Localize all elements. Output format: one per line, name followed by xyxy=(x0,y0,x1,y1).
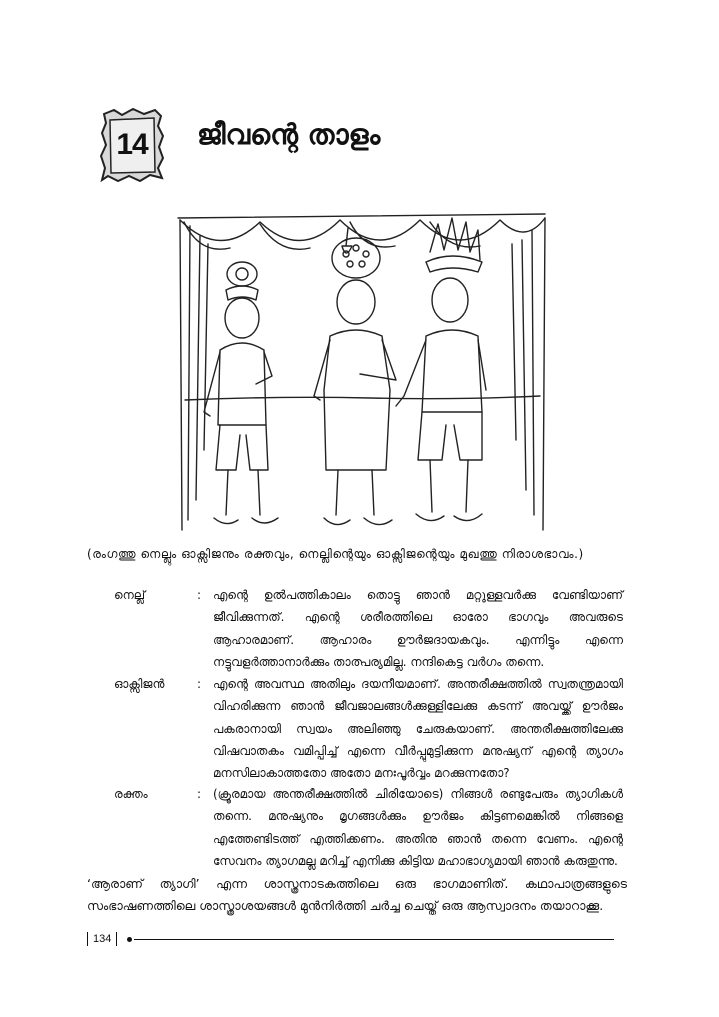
curtain-rod xyxy=(178,214,545,218)
drama-scene-drawing xyxy=(160,200,560,545)
stage-floor xyxy=(185,396,540,400)
curtain-left xyxy=(180,220,208,530)
chapter-number-badge xyxy=(100,108,164,182)
speech-text: (ക്രൂരമായ അന്തരീക്ഷത്തിൽ ചിരിയോടെ) നിങ്ങൾ രണ്ടുപേരും ത്യാഗികൾ തന്നെ. മനുഷ്യനും മൃഗങ്ങൾക്കും ഊർജം കിട്ടണമെങ്കിൽ നിങ്ങളെ എത്തേണ്ടിടത്ത് എത്തിക്കണം. അതിനു ഞാൻ തന്നെ വേണം. എന്റെ സേവനം ത്യാഗമല്ല മറിച്ച് എനിക്കു കിട്ടിയ മഹാഭാഗ്യമായി ഞാൻ കരുതുന്നു. xyxy=(213,787,623,868)
speaker-name: രക്തം xyxy=(114,787,148,801)
footer-rule xyxy=(134,939,614,940)
dialogue-line xyxy=(87,783,623,872)
dialogue-line xyxy=(87,584,623,673)
dialogue-line xyxy=(87,673,623,784)
curtain-valance xyxy=(180,218,545,241)
speech-text: എന്റെ ഉൽപത്തികാലം തൊട്ടു ഞാൻ മറ്റുള്ളവർക്കു വേണ്ടിയാണ് ജീവിക്കുന്നത്. എന്റെ ശരീരത്തിലെ ഓരോ ഭാഗവും അവരുടെ ആഹാരമാണ്. ആഹാരം ഊർജദായകവും. എന്നിട്ടും എന്നെ നട്ടുവളർത്താനാർക്കും താത്പര്യമില്ല. നന്ദികെട്ട വർഗം തന്നെ. xyxy=(213,588,623,669)
activity-instruction: ‘ആരാണ് ത്യാഗി’ എന്ന ശാസ്ത്രനാടകത്തിലെ ഒരു ഭാഗമാണിത്. കഥാപാത്രങ്ങളുടെ സംഭാഷണത്തിലെ ശാസ്ത്രാശയങ്ങൾ മുൻനിർത്തി ചർച്ച ചെയ്ത് ഒരു ആസ്വാദനം തയാറാക്കൂ. xyxy=(87,876,627,913)
page-footer xyxy=(87,932,627,948)
speech-text: എന്റെ അവസ്ഥ അതിലും ദയനീയമാണ്. അന്തരീക്ഷത്തിൽ സ്വതന്ത്രമായി വിഹരിക്കുന്ന ഞാൻ ജീവജാലങ്ങൾക്കുള്ളിലേക്കു കടന്ന് അവയ്ക്ക് ഊർജം പകരാനായി സ്വയം അലിഞ്ഞു ചേരുകയാണ്. അന്തരീക്ഷത്തിലേക്കു വിഷവാതകം വമിപ്പിച്ച് എന്നെ വീർപ്പുമുട്ടിക്കുന്ന മനുഷ്യന് എന്റെ ത്യാഗം മനസിലാകാത്തതോ അതോ മനഃപൂർവ്വം മറക്കുന്നതോ? xyxy=(213,677,623,781)
speaker-name: ഓക്സിജൻ xyxy=(114,677,165,691)
figure-oxygen xyxy=(314,238,396,525)
footer-bullet-icon xyxy=(127,937,132,942)
speaker-separator: : xyxy=(197,588,202,602)
stage-illustration xyxy=(160,200,560,545)
page-number: 134 xyxy=(87,932,117,946)
figure-blood xyxy=(396,218,486,521)
speaker-separator: : xyxy=(197,677,202,691)
figure-rice xyxy=(204,262,278,524)
chapter-number: 14 xyxy=(116,128,148,161)
chapter-title: ജീവന്റെ താളം xyxy=(197,118,381,151)
speaker-separator: : xyxy=(197,787,202,801)
stage-direction: (രംഗത്തു നെല്ലും ഓക്സിജനും രക്തവും, നെല്ലിന്റെയും ഓക്സിജന്റെയും മുഖത്തു നിരാശഭാവം.) xyxy=(87,547,584,561)
curtain-right xyxy=(512,218,545,530)
speaker-name: നെല്ല് xyxy=(114,588,146,602)
